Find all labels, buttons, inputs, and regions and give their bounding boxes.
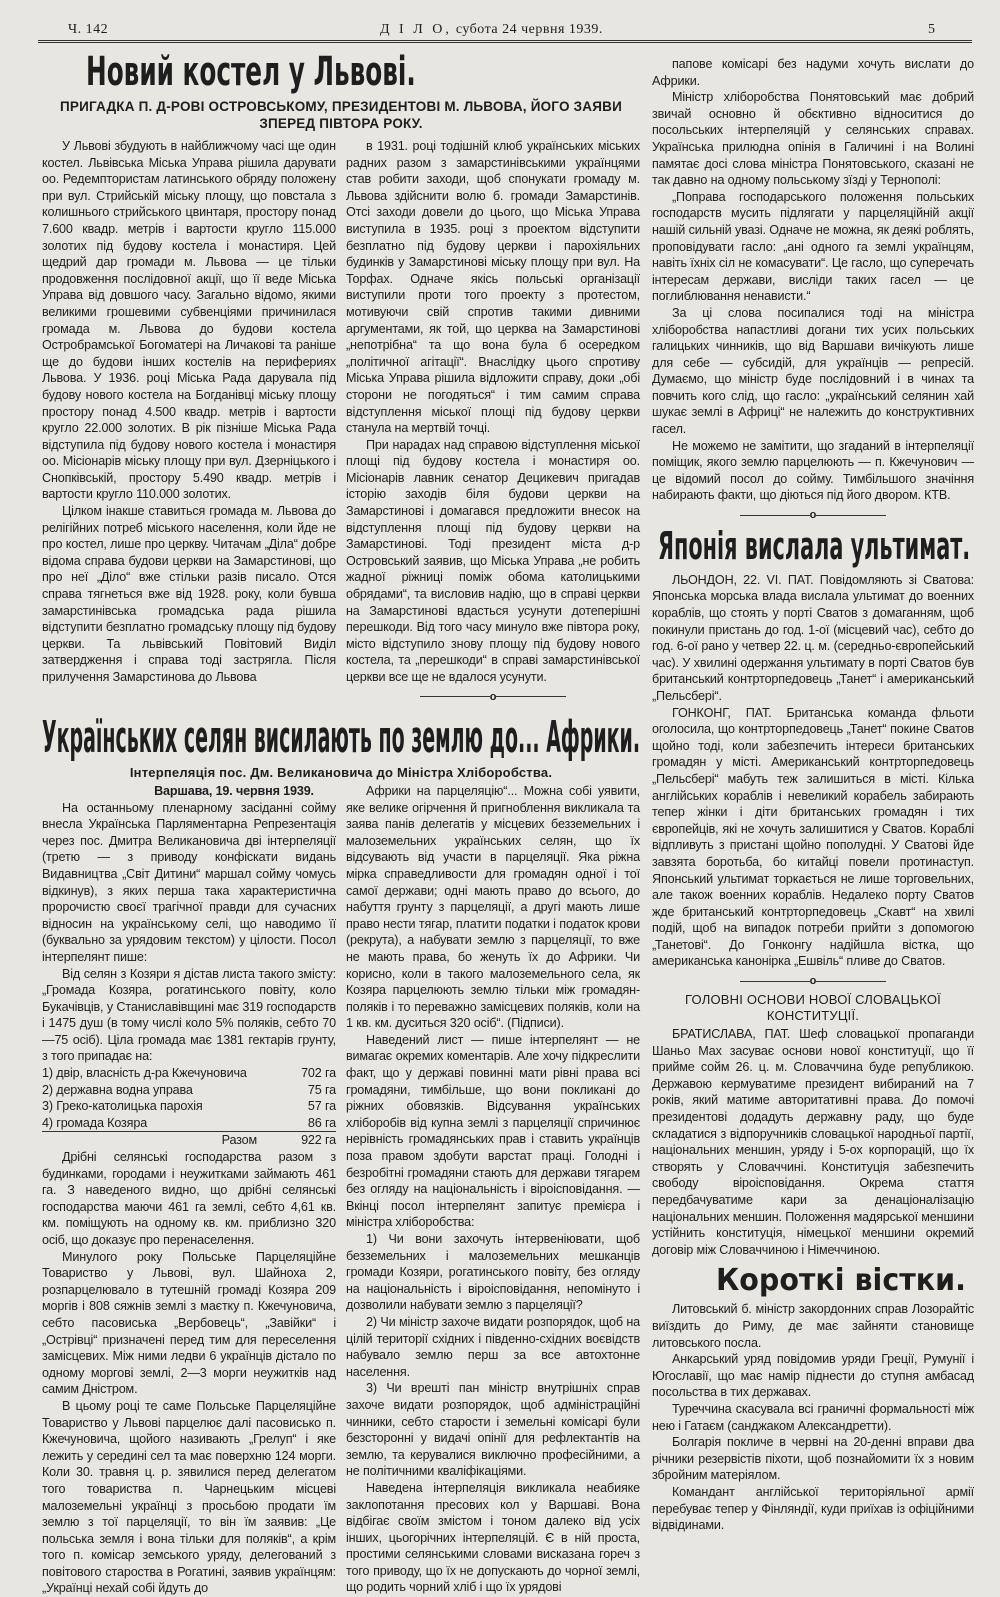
paragraph: 3) Чи врешті пан міністр внутрішніх справ захоче видати розпорядок, щоб адміністраційні чинники, себто старости і земельні комісарі були безсторонні у видачі опінії для рефлектантів на землю, та керувалися виключно професійними, а не політичними кваліфікаціями. <box>346 1381 640 1479</box>
paragraph: Минулого року Польське Парцеляційне Товариство у Львові, вул. Шайноха 2, розпарцелювало в тутешній громаді Козяра 209 моргів і 808 сяжнів землі з маєтку п. Кжечуновича, себто пасовиська „Вербовець“, „Завійки“ і „Острівці“ призначені перед тим для переселення замісцевих. Між ними ледви 6 українців дістало по одному моргові землі, 2—3 морги неужитків над самим Дністром. <box>42 1249 336 1397</box>
left-region <box>42 50 640 1597</box>
paragraph: ГОНКОНГ, ПАТ. Британська команда фльоти оголосила, що контрторпедовець „Танет“ покине Сватов щойно тоді, коли забезпечить інтереси британських громадян у місті. Американський контрторпедовець „Пельсбері“ мабуть теж залишиться в місті. Кілька англійських кораблів і невеликий корабель забирають тепер жінки і діти британських громадян і тих європейців, які не хочуть залишитися у Сватов. Кораблі відпливуть з пристані щойно пополудні. У Сватові йде завзята боротьба, бо китайці повели протинаступ. Японський ультимат торкається не лише торговельних, але також военних кораблів. Недалеко порту Сватов жде британський контрторпедовець „Скавт“ на хвилі подій, щоб на випадок потреби прийти з допомогою „Танетові“. До Гонконгу надійшла вістка, що американська канонірка „Ешвіль“ пливе до Сватов. <box>652 705 974 969</box>
paragraph: БРАТИСЛАВА, ПАТ. Шеф словацької пропаганди Шаньо Мах засуває основи нової конституції, що її прийме сойм 26. ц. м. Словаччина буде републикою. Державою кермуватиме президент вибираний на 7 років, який матиме авторитативні права. До помочі президентові додадуть державну раду, що буде складатися з відпоручників словацької народньої партії, національних меншин, уряду і 5-ох корпорацій, що їх створять у Словаччині. Конституція забезпечить свободу віроісповідання. Окрема стаття передбачуватиме кари за денаціоналізацію національних меншин. Положення мадярської меншини устійнить конституція, німецької меншини окремий договір між Словаччиною і Німеччиною. <box>652 1027 974 1257</box>
issue-number: Ч. 142 <box>68 22 109 37</box>
land-table <box>42 1065 336 1149</box>
article2-subtitle: Інтерпеляція пос. Дм. Великановича до Міністра Хліборобства. <box>129 764 553 780</box>
article1-title: Новий костел у Львові. <box>86 49 416 95</box>
article3-title: Японія вислала ультимат. <box>658 524 971 569</box>
paragraph: 2) Чи міністр захоче видати розпорядок, щоб на цілій території східних і південно-східних воєвідств набувало землю перш за все автохтонне населення. <box>346 1314 640 1379</box>
article1-column-2-text <box>346 138 640 686</box>
land-total-label: Разом <box>42 1132 287 1149</box>
article2-column-a <box>42 783 336 1597</box>
paragraph: Дрібні селянські господарства разом з будинками, городами і неужитками займають 461 га. З наведеного видно, що дрібні селянські господарства маючи 461 га землі, себто 4,61 кв. км. поміщують на одному кв. км. приблизно 320 осіб, що доказує про перенаселення. <box>42 1150 336 1248</box>
paragraph: За ці слова посипалися тоді на міністра хліборобства напастливі догани тих усих польських галицьких чинників, що від Варшави вичікують лише для себе — субсидій, для українців — репресій. Думаємо, що міністр буде послідовний і в чинах та повчить кого слід, що гасло: „український селянин хай шукає землі в Африці“ не належить до конструктивних гасел. <box>652 305 974 437</box>
paragraph: Литовський б. міністр закордонних справ Лозорайтіс виїздить до Риму, де має зайняти становище литовського посла. <box>652 1302 974 1350</box>
paragraph: Цілком інакше ставиться громада м. Львова до релігійних потреб міського населення, коли йде не про костел, лише про церкву. Читачам „Діла“ добре відома справа будови церкви на Замарстинові, що про неї „Діло“ вже стільки разів писало. Отся справа тягнеться вже від 1928. року, коли бувша замарстинівська громадська рада рішила відступити безплатно громадську площу під будову церкви. Та львівський Повітовий Виділ затвердження і справа тоді застрягла. Після прилучення Замарстинова до Львова <box>42 504 336 684</box>
table-row <box>42 1065 336 1082</box>
issue-date: субота 24 червня 1939. <box>455 22 603 37</box>
land-total-value: 922 га <box>287 1132 336 1149</box>
paragraph: Африки на парцеляцію“... Можна собі уявити, яке велике огірчення й пригноблення викликала та заява панів делегатів у місцевих безземельних і малоземельних українських селян, що їх відсувають від участи в парцеляції. Яка ріжна мірка справедливости для громадян одної і тої самої держави; одні мають право до всього, до набуття грунту з парцеляції, а другі мають лише право нести тягар, платити податки і податок крови (рекрута), а набувати землю з парцеляції, то вже не мають права, бо женуть їх до Африки. Чи корисно, коли в такого малоземельного села, як Козяра парцелюють землю тільки між громадян-поляків і то переважно замісцевих поляків, коли на 1 кв. км. дуситься 320 осіб“. (Підписи). <box>346 783 640 1031</box>
article2-columns <box>42 783 640 1597</box>
article5-title-wrap <box>652 1264 966 1297</box>
article2-title-wrap <box>42 711 641 763</box>
land-value: 75 га <box>307 1082 336 1097</box>
separator: o <box>652 974 974 988</box>
right-region <box>652 56 974 1534</box>
article4-body <box>652 1026 974 1258</box>
article1-column-2 <box>346 138 640 708</box>
article1-subtitle: ПРИГАДКА П. Д-РОВІ ОСТРОВСЬКОМУ, ПРЕЗИДЕНТОВІ М. ЛЬВОВА, ЙОГО ЗАЯВИ ЗПЕРЕД ПІВТОРА РОКУ. <box>59 99 622 131</box>
land-item: 2) державна водна управа <box>42 1082 193 1097</box>
paragraph: 1) Чи вони захочуть інтервеніювати, щоб безземельних і малоземельних мешканців громади Козяри, рогатинського повіту, без огляду на національність і віроісповідання, непомінуто і дозволили набувати землю з парцеляції? <box>346 1232 640 1313</box>
paragraph: Наведений лист — пише інтерпелянт — не вимагає окремих коментарів. Але хочу підкреслити факт, що у державі повинні мати рівні права всі громадяни, тимбільше, що вони покликані до ріжних обовязків. Відсування українських хліборобів від купна землі з парцеляції спричинює нерівність громадянських прав і ставить українців поза правом здобути варстат праці. Голодні і безробітні громадяни стають для держави тягарем без огляду на національність і віроісповідання. — Вкінці посол інтерпелянт запитує премієра і міністра хліборобства: <box>346 1032 640 1230</box>
article1-columns <box>42 138 640 708</box>
page-number: 5 <box>928 22 936 37</box>
article2-body-a <box>42 1149 336 1597</box>
paragraph: В цьому році те саме Польське Парцеляційне Товариство у Львові парцелює далі пасовисько п. Кжечуновича, щойого називають „Грелуп“ і яке лежить у середині сел та має поверхню 124 морги. Коли 30. травня ц. р. зявилися перед делегатом того товариства п. Чарнецьким місцеві малоземельні українці з просьбою продати їм землю з тої парцеляції, то він їм заявив: „Це польська земля і вона тільки для поляків“, а крім того п. комісар земського уряду, делегований з повітового староства в Рогатині, заявив українцям: „Українці нехай собі йдуть до <box>42 1398 336 1596</box>
paragraph: Міністр хліборобства Понятовський має добрий звичай основно й обєктивно відноситися до посольських інтерпеляцій у селянських справах. Українська прилюдна опінія в Галичині і на Волині памятає досі слова міністра Понятовського, сказані не так давно на одному польському зїзді у Тернополі: <box>652 90 974 188</box>
article1-title-wrap <box>42 50 416 94</box>
land-value: 86 га <box>307 1115 336 1130</box>
paragraph: „Поправа господарського положення польських господарств мусить підлягати у парцеляційній акції нашій сильній увазі. Одначе не можна, як деякі роблять, проповідувати гасло: „ані одного га землі українцям, навіть їхніх сіл не комасувати“. Це гасло, що суперечать інтересам держави, висліди таких гасел — це поглиблювання ненависти.“ <box>652 189 974 304</box>
land-item: 1) двір, власність д-ра Кжечуновича <box>42 1066 247 1081</box>
paragraph: в 1931. році тодішній клюб українських міських радних разом з замарстинівськими українцями став робити заходи, щоб спонукати громаду м. Львова здійснити волю б. громади Замарстинів. Отсі заходи довели до цього, що Міська Управа виступила в 1935. році з проектом відступити безплатно під будову церкви і парохіяльних будинків у Замарстинові міську площу при вул. На Торфах. Одначе якісь польські організації виступили проти того проекту з протестом, мотивуючи свій спротив такими дивними аргументами, як той, що церква на Замарстинові „непотрібна“ та що вона була б осередком „політичної агітації“. Внаслідку цього спротиву Міська Управа рішила відложити справу, доки „обі сторони не погодяться“ і тим самим справа відступлення міської площі під будову церкви станула на мертвій точці. <box>346 139 640 436</box>
header-rule <box>38 40 972 43</box>
article3-title-wrap <box>652 526 970 568</box>
land-value: 702 га <box>301 1066 336 1081</box>
paragraph: Не можемо не замітити, що згаданий в інтерпеляції поміщик, якого землю парцелюють — п. Кжечунович — це відомий посол до сойму. Тимбільшого значіння набирають факти, що діються під його двором. КТВ. <box>652 438 974 503</box>
article4-title: ГОЛОВНІ ОСНОВИ НОВОЇ СЛОВАЦЬКОЇ КОНСТИТУЦІЇ. <box>685 992 941 1024</box>
article5-title: Короткі вістки. <box>716 1263 966 1299</box>
dateline: Варшава, 19. червня 1939. <box>154 783 314 798</box>
masthead <box>380 22 603 38</box>
article1-column-1 <box>42 138 336 686</box>
paragraph: Командант англійської територіяльної армії перебуває тепер у Фінляндії, куди приїхав із офіційними відвідинами. <box>652 1484 974 1533</box>
article2-continuation <box>652 56 974 504</box>
separator: o <box>346 690 640 704</box>
land-total-row <box>42 1132 336 1149</box>
paragraph: Наведена інтерпеляція викликала неабияке заклопотання пресових кол у Варшаві. Вона відбігає своїм змістом і тоном далеко від усіх інших, цьогорічних інтерпеляцій. Є в ній проста, простими селянськими словами висказана гореч з того приводу, що їх не допускають до чорної землі, що родить чорний хліб і що їх урядові <box>346 1480 640 1595</box>
article2-intro <box>42 800 336 1066</box>
article3-body <box>652 572 974 970</box>
land-value: 57 га <box>307 1099 336 1114</box>
paragraph: ЛЬОНДОН, 22. VI. ПАТ. Повідомляють зі Сватова: Японська морська влада вислала ультимат до военних кораблів, що стоять у порті Сватов з домаганням, щоб покинули пристань до год. 1-ої (місцевий час), себто до год. 6-ої рано у четвер 22. ц. м. (середньо-європейський час). У хвилині одержання ультимату в порті Сватов був британський контрторпедовець „Танет“ і американський „Пельсбері“. <box>652 572 974 703</box>
paragraph: Від селян з Козяри я дістав листа такого змісту: „Громада Козяра, рогатинського повіту, коло Букачівців, у Станиславівщині має 319 господарств і 1475 душ (в тому числі коло 5% поляків, себто 70—75 осіб). Ціла громада має 1381 гектарів грунту, з того припадає на: <box>42 966 336 1064</box>
land-item: 4) громада Козяра <box>42 1115 148 1130</box>
table-row <box>42 1082 336 1099</box>
paragraph: При нарадах над справою відступлення міської площі під будову костела і монастиря оо. Місіонарів лавник сенатор Децикевич пригадав історію заходів біля будови церкви на Замарстинові і домагався предложити внесок на відступлення площі під будову церкви на Замарстинові. Тоді президент міста д-р Островський заявив, що Міська Управа „не робить жадної ріжниці поміж обома католицькими обрядами“, та висловив надію, що в справі церкви на Замарстинові вдасться усунути дотеперішні перешкоди. Від того часу минуло вже півтора року, місто відступило знову площу під будову нового костела, та „перешкоди“ в справі замарстинівської церкви все ще не вдалося усунути. <box>346 437 640 684</box>
article2-title: Українських селян висилають по землю до... Африки. <box>42 711 641 763</box>
paragraph: У Львові збудують в найближчому часі ще один костел. Львівська Міська Управа рішила дарувати оо. Редемптористам латинського обряду положену при вул. Стрийській міську площу, що повстала з колишнього стрийського цвинтаря, простору понад 7.600 квадр. метрів і вартости кругло 115.000 золотих під будову костела і монастиря. Цей щедрий дар громади м. Львова — це тільки продовження послідовної акції, що її веде Міська Управа від довшого часу. Загально відомо, якими великими грошевими субвенціями причинилася громада м. Львова до будови костела Остробрамської Богоматері на Личакові та раніше ще до будови інших костелів на перифериях Львова. У 1936. році Міська Рада дарувала під будову нового костела на Богданівці міську площу простору понад 4.500 квадр. метрів і вартости кругло 22.000 золотих. В рік пізніше Міська Рада відступила під будову нового костела і монастиря оо. Місіонарів міську площу при вул. Дзерніцького і Снопківській, простору 5.490 квадр. метрів і вартости кругло 110.000 золотих. <box>42 139 336 502</box>
separator: o <box>652 508 974 522</box>
land-item: 3) Греко-католицька парохія <box>42 1099 203 1114</box>
table-row <box>42 1115 336 1132</box>
paper-name: Д І Л О, <box>380 22 452 37</box>
paragraph: папове комісарі без надуми хочуть вислати до Африки. <box>652 57 974 88</box>
paragraph: Анкарський уряд повідомив уряди Греції, Румунії і Югославії, що має намір піднести до ступня амбасад посольства в тих державах. <box>652 1352 974 1400</box>
article5-body <box>652 1301 974 1533</box>
paragraph: Туреччина скасувала всі граничні формальності між нею і Гатаєм (санджаком Александретти). <box>652 1401 974 1433</box>
table-row <box>42 1098 336 1115</box>
paragraph: Болгарія покличе в червні на 20-денні вправи два річники резервістів піхоти, щоб познайомити їх з новим збройним матеріялом. <box>652 1435 974 1483</box>
paragraph: На останньому пленарному засіданні сойму внесла Українська Парляментарна Репрезентація через пос. Дмитра Великановича дві інтерпеляції (третю — з приводу конфіскати видань Видавництва „Світ Дитини“ маршал сойму чомусь відкинув), з яких перша така характеристична пророчистю своєї трагічної правди для сучасних відносин на українському селі, що наводимо її (буквально за урядовим текстом) у цілости. Посол інтерпелянт пише: <box>42 800 336 964</box>
article2-column-b <box>346 783 640 1596</box>
